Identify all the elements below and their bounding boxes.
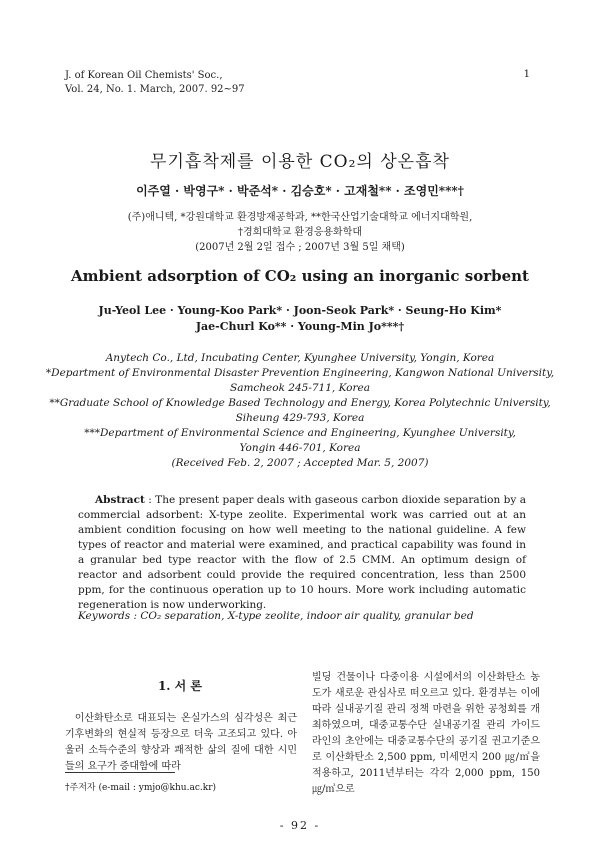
page-number-bottom: - 92 - <box>279 819 321 832</box>
left-column-paragraph: 이산화탄소로 대표되는 온실가스의 심각성은 최근 기후변화의 현실적 등장으로 더욱 고조되고 있다. 아울러 소득수준의 향상과 쾌적한 삶의 질에 대한 시민들의 요구가 증대함에 따라 <box>65 713 298 772</box>
abstract <box>78 493 526 613</box>
affiliation-line: ***Department of Environmental Science and Engineering, Kyunghee University, <box>84 427 516 439</box>
korean-affiliations <box>0 210 600 255</box>
footnote: †주저자 (e-mail : ymjo@khu.ac.kr) <box>65 783 217 793</box>
footnote-rule <box>65 772 175 773</box>
affiliation-line: Anytech Co., Ltd, Incubating Center, Kyunghee University, Yongin, Korea <box>105 352 495 364</box>
received-date: (Received Feb. 2, 2007 ; Accepted Mar. 5, 2007) <box>171 457 429 469</box>
english-title: Ambient adsorption of CO₂ using an inorganic sorbent <box>71 267 529 285</box>
journal-name: J. of Korean Oil Chemists' Soc., <box>65 70 223 81</box>
keywords: Keywords : CO₂ separation, X-type zeolite, indoor air quality, granular bed <box>78 610 474 622</box>
affiliation-line: Samcheok 245-711, Korea <box>230 382 370 394</box>
korean-authors: 이주열 · 박영구* · 박준석* · 김승호* · 고재철** · 조영민***† <box>136 184 464 198</box>
korean-title: 무기흡착제를 이용한 CO₂의 상온흡착 <box>150 152 450 172</box>
affiliation-line: Siheung 429-793, Korea <box>235 412 365 424</box>
english-affiliations <box>0 351 600 471</box>
left-column-text <box>65 711 297 775</box>
english-authors-line: Jae-Churl Ko** · Young-Min Jo***† <box>195 320 405 333</box>
abstract-text: : The present paper deals with gaseous carbon dioxide separation by a commercial adsorbent: X-type zeolite. Experimental work was carried out at an ambient condition focusing on how well meeting to the national guideline. A few types of reactor and material were examined, and practical capability was found in a granular bed type reactor with the flow of 2.5 CMM. An optimum design of reactor and adsorbent could provide the required concentration, less than 2500 ppm, for the continuous operation up to 10 hours. More work including automatic regeneration is now underworking. <box>78 494 526 611</box>
english-authors-line: Ju-Yeol Lee · Young-Koo Park* · Joon-Seok Park* · Seung-Ho Kim* <box>98 304 502 317</box>
abstract-label: Abstract <box>95 494 145 506</box>
affiliation-line: Yongin 446-701, Korea <box>239 442 361 454</box>
page-number-top: 1 <box>523 69 530 80</box>
affiliation-line: *Department of Environmental Disaster Prevention Engineering, Kangwon National University, <box>45 367 555 379</box>
english-authors <box>0 303 600 335</box>
affiliation-line: **Graduate School of Knowledge Based Technology and Energy, Korea Polytechnic University, <box>49 397 551 409</box>
korean-affiliation-line: (주)애니텍, *강원대학교 환경방재공학과, **한국산업기술대학교 에너지대학원, <box>127 212 473 223</box>
section-heading: 1. 서 론 <box>157 679 203 693</box>
received-date-korean: (2007년 2월 2일 접수 ; 2007년 3월 5일 채택) <box>195 242 405 253</box>
journal-volume: Vol. 24, No. 1. March, 2007. 92~97 <box>65 84 245 95</box>
journal-citation <box>65 69 245 97</box>
right-column-text: 빌딩 건물이나 다중이용 시설에서의 이산화탄소 농도가 새로운 관심사로 떠오르고 있다. 환경부는 이에 따라 실내공기질 관리 정책 마련을 위한 공청회를 개최하였으며, 대중교통수단 실내공기질 관리 가이드라인의 초안에는 대중교통수단의 공기질 권고기준으로 이산화탄소 2,500 ppm, 미세먼지 200 ㎍/㎥을 적용하고, 2011년부터는 각각 2,000 ppm, 150 ㎍/㎥으로 <box>312 672 540 795</box>
korean-affiliation-line: †경희대학교 환경응용화학대 <box>237 227 363 238</box>
